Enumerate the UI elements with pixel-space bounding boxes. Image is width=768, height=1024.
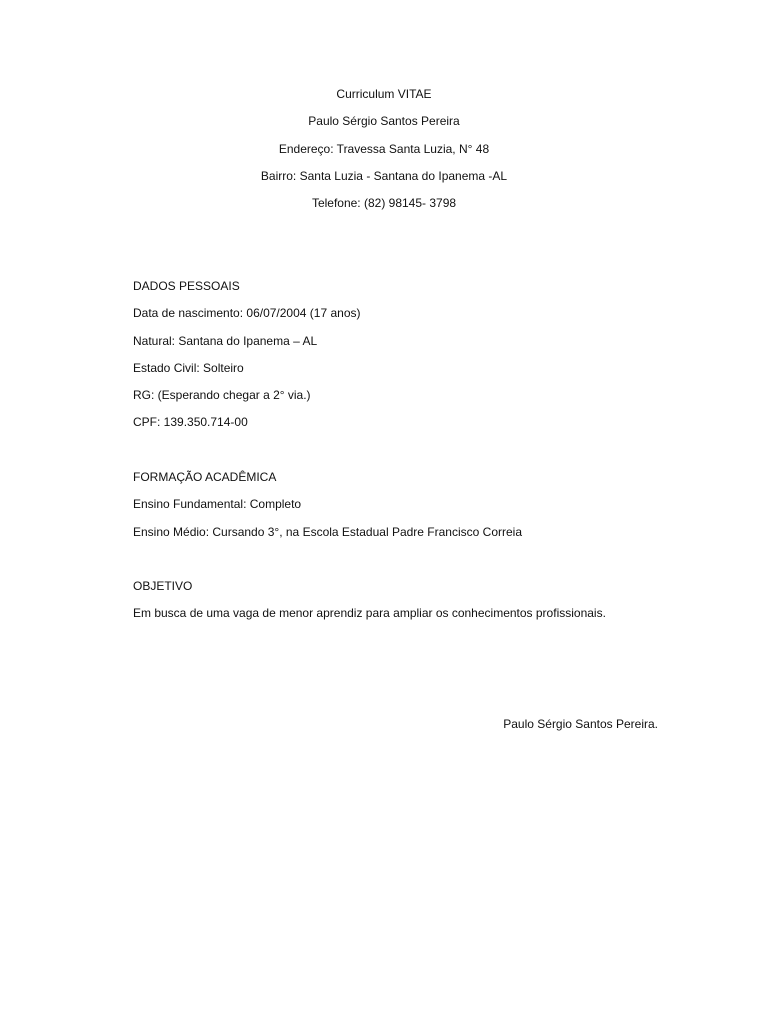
- civil-status: Estado Civil: Solteiro: [133, 360, 244, 375]
- medio-line: Ensino Médio: Cursando 3°, na Escola Estadual Padre Francisco Correia: [133, 524, 522, 539]
- personal-data-section: [133, 277, 693, 441]
- objective-text: Em busca de uma vaga de menor aprendiz para ampliar os conhecimentos profissionais.: [133, 606, 606, 621]
- cpf-line: CPF: 139.350.714-00: [133, 415, 248, 430]
- birth-date: Data de nascimento: 06/07/2004 (17 anos): [133, 306, 361, 321]
- personal-heading: DADOS PESSOAIS: [133, 279, 240, 293]
- fundamental-line: Ensino Fundamental: Completo: [133, 497, 302, 512]
- objective-heading: OBJETIVO: [133, 579, 193, 593]
- candidate-name: Paulo Sérgio Santos Pereira: [308, 114, 460, 129]
- education-section: [133, 468, 693, 550]
- education-heading: FORMAÇÃO ACADÊMICA: [133, 470, 277, 484]
- objective-section: [133, 577, 693, 632]
- cv-title: Curriculum VITAE: [336, 87, 432, 101]
- phone-line: Telefone: (82) 98145- 3798: [311, 196, 457, 211]
- address-line: Endereço: Travessa Santa Luzia, N° 48: [278, 141, 490, 156]
- signature: Paulo Sérgio Santos Pereira.: [503, 717, 658, 731]
- birthplace: Natural: Santana do Ipanema – AL: [133, 333, 318, 348]
- cv-header: [0, 85, 768, 221]
- neighborhood-line: Bairro: Santa Luzia - Santana do Ipanema -AL: [260, 168, 508, 183]
- rg-line: RG: (Esperando chegar a 2° via.): [133, 388, 311, 403]
